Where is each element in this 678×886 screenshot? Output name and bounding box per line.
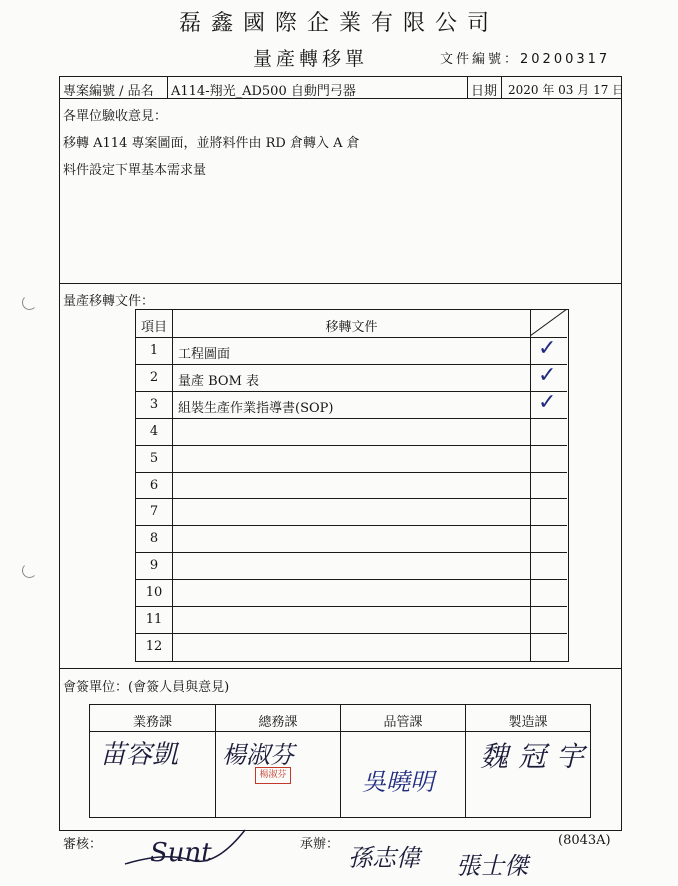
signature-general-affairs: 楊淑芬 xyxy=(222,741,294,769)
row-item-number: 11 xyxy=(145,612,163,627)
project-value: A114-翔光_AD500 自動門弓器 xyxy=(171,84,356,99)
review-label: 審核： xyxy=(63,837,103,852)
signoff-unit-sales: 業務課 xyxy=(132,715,172,730)
row-document-name: 工程圖面 xyxy=(178,347,231,362)
handler-label: 承辦： xyxy=(300,837,340,852)
form-code: (8043A) xyxy=(558,833,611,848)
checkmark-icon: ✓ xyxy=(538,336,557,361)
seal-text: 楊淑芬 xyxy=(259,770,287,780)
signoff-unit-general-affairs: 總務課 xyxy=(258,715,298,730)
row-document-name: 組裝生產作業指導書(SOP) xyxy=(178,401,334,416)
signature-sales: 苗容凱 xyxy=(100,740,179,770)
signature-manufacturing: 魏冠宇 xyxy=(480,740,595,773)
row-item-number: 6 xyxy=(149,478,159,493)
project-label: 專案編號 / 品名 xyxy=(63,84,154,99)
row-item-number: 9 xyxy=(149,558,159,573)
row-item-number: 4 xyxy=(149,424,159,439)
review-signature: Sunt xyxy=(150,838,212,868)
transfer-documents-label: 量產移轉文件： xyxy=(63,294,155,309)
form-title: 量產轉移單 xyxy=(253,48,369,70)
binder-hole-mark xyxy=(22,295,37,310)
row-item-number: 1 xyxy=(149,343,159,358)
review-signature-stroke xyxy=(105,822,255,872)
row-item-number: 7 xyxy=(149,504,159,519)
document-number-label: 文件編號： xyxy=(440,52,521,67)
column-header-item: 項目 xyxy=(140,320,167,335)
date-value: 2020 年 03 月 17 日 xyxy=(508,83,625,97)
row-item-number: 12 xyxy=(145,639,163,654)
opinion-line: 料件設定下單基本需求量 xyxy=(63,163,207,178)
column-header-document: 移轉文件 xyxy=(325,320,378,335)
row-item-number: 10 xyxy=(145,585,163,600)
signoff-unit-quality: 品管課 xyxy=(383,715,423,730)
binder-hole-mark xyxy=(22,563,37,578)
check-column-header-diagonal xyxy=(530,309,567,336)
handler-signature: 孫志偉 xyxy=(348,844,420,872)
row-document-name: 量產 BOM 表 xyxy=(178,374,260,389)
row-item-number: 5 xyxy=(149,451,159,466)
signoff-label: 會簽單位：(會簽人員與意見) xyxy=(63,680,230,695)
checkmark-icon: ✓ xyxy=(538,390,557,415)
opinions-label: 各單位驗收意見： xyxy=(63,109,168,124)
row-item-number: 3 xyxy=(149,397,159,412)
document-number xyxy=(440,48,610,67)
document-number-value: 20200317 xyxy=(520,52,611,67)
handler-signature: 張士傑 xyxy=(456,852,528,880)
signature-seal xyxy=(255,767,291,784)
opinion-line: 移轉 A114 專案圖面，並將料件由 RD 倉轉入 A 倉 xyxy=(63,136,360,151)
date-label: 日期 xyxy=(471,84,498,99)
signature-quality: 吳曉明 xyxy=(362,768,434,796)
company-name: 磊鑫國際企業有限公司 xyxy=(178,11,499,36)
checkmark-icon: ✓ xyxy=(538,363,557,388)
signoff-unit-manufacturing: 製造課 xyxy=(508,715,548,730)
row-item-number: 8 xyxy=(149,531,159,546)
row-item-number: 2 xyxy=(149,370,159,385)
